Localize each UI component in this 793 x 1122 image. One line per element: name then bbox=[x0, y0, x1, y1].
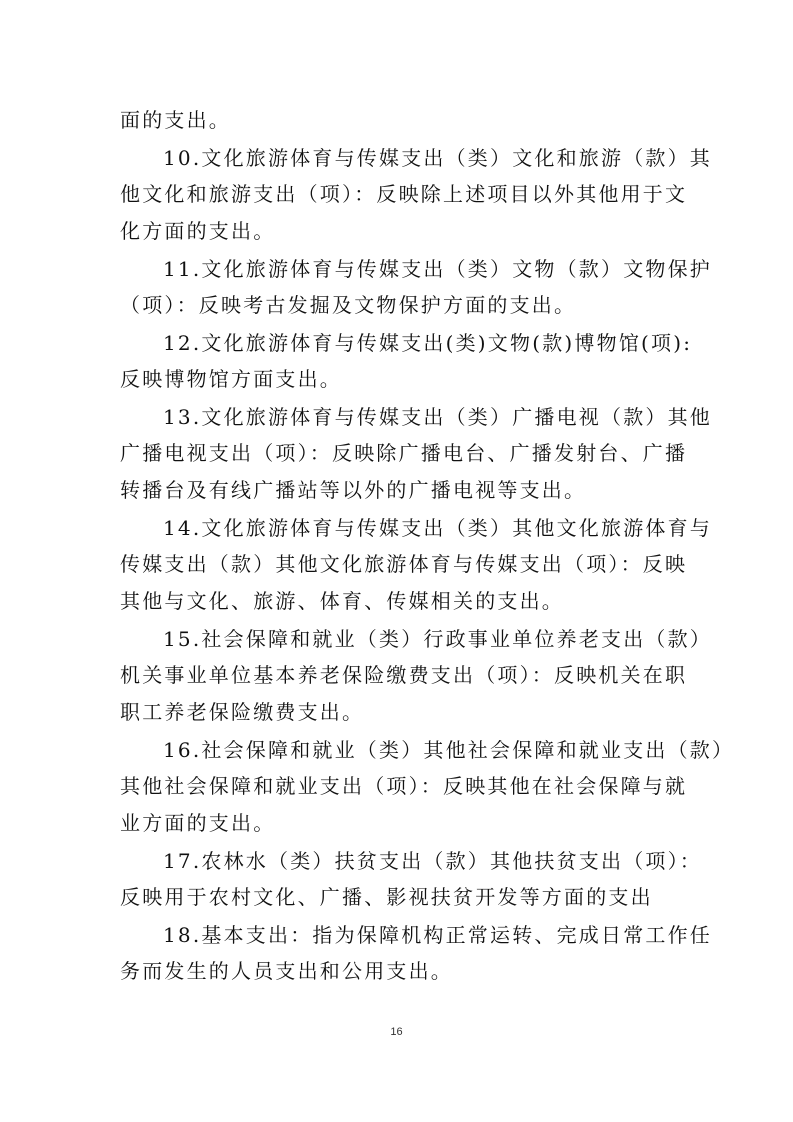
text-line: 其他社会保障和就业支出（项）：反映其他在社会保障与就 bbox=[120, 774, 688, 798]
text-line: 机关事业单位基本养老保险缴费支出（项）：反映机关在职 bbox=[120, 663, 688, 687]
text-line: 14.文化旅游体育与传媒支出（类）其他文化旅游体育与 bbox=[163, 516, 713, 540]
text-line: 面的支出。 bbox=[120, 108, 231, 132]
text-line: 12.文化旅游体育与传媒支出(类)文物(款)博物馆(项): bbox=[163, 331, 693, 355]
text-line: 13.文化旅游体育与传媒支出（类）广播电视（款）其他 bbox=[163, 405, 713, 429]
text-line: 16.社会保障和就业（类）其他社会保障和就业支出（款） bbox=[163, 738, 735, 762]
text-line: 反映博物馆方面支出。 bbox=[120, 367, 342, 391]
text-line: 转播台及有线广播站等以外的广播电视等支出。 bbox=[120, 478, 587, 502]
text-line: 传媒支出（款）其他文化旅游体育与传媒支出（项）：反映 bbox=[120, 552, 688, 576]
text-line: 10.文化旅游体育与传媒支出（类）文化和旅游（款）其 bbox=[163, 146, 713, 170]
text-line: 业方面的支出。 bbox=[120, 811, 276, 835]
text-line: 广播电视支出（项）：反映除广播电台、广播发射台、广播 bbox=[120, 441, 688, 465]
text-line: 化方面的支出。 bbox=[120, 219, 276, 243]
text-line: 他文化和旅游支出（项）：反映除上述项目以外其他用于文 bbox=[120, 182, 688, 206]
text-line: 其他与文化、旅游、体育、传媒相关的支出。 bbox=[120, 589, 564, 613]
text-line: 15.社会保障和就业（类）行政事业单位养老支出（款） bbox=[163, 627, 713, 651]
page-number: 16 bbox=[390, 1026, 403, 1038]
text-line: 17.农林水（类）扶贫支出（款）其他扶贫支出（项）： bbox=[163, 849, 703, 873]
text-line: 11.文化旅游体育与传媒支出（类）文物（款）文物保护 bbox=[163, 257, 713, 281]
text-line: 反映用于农村文化、广播、影视扶贫开发等方面的支出 bbox=[120, 885, 653, 909]
text-line: 务而发生的人员支出和公用支出。 bbox=[120, 959, 453, 983]
text-line: 18.基本支出：指为保障机构正常运转、完成日常工作任 bbox=[163, 923, 713, 947]
text-line: （项）：反映考古发掘及文物保护方面的支出。 bbox=[120, 293, 577, 317]
text-line: 职工养老保险缴费支出。 bbox=[120, 700, 365, 724]
